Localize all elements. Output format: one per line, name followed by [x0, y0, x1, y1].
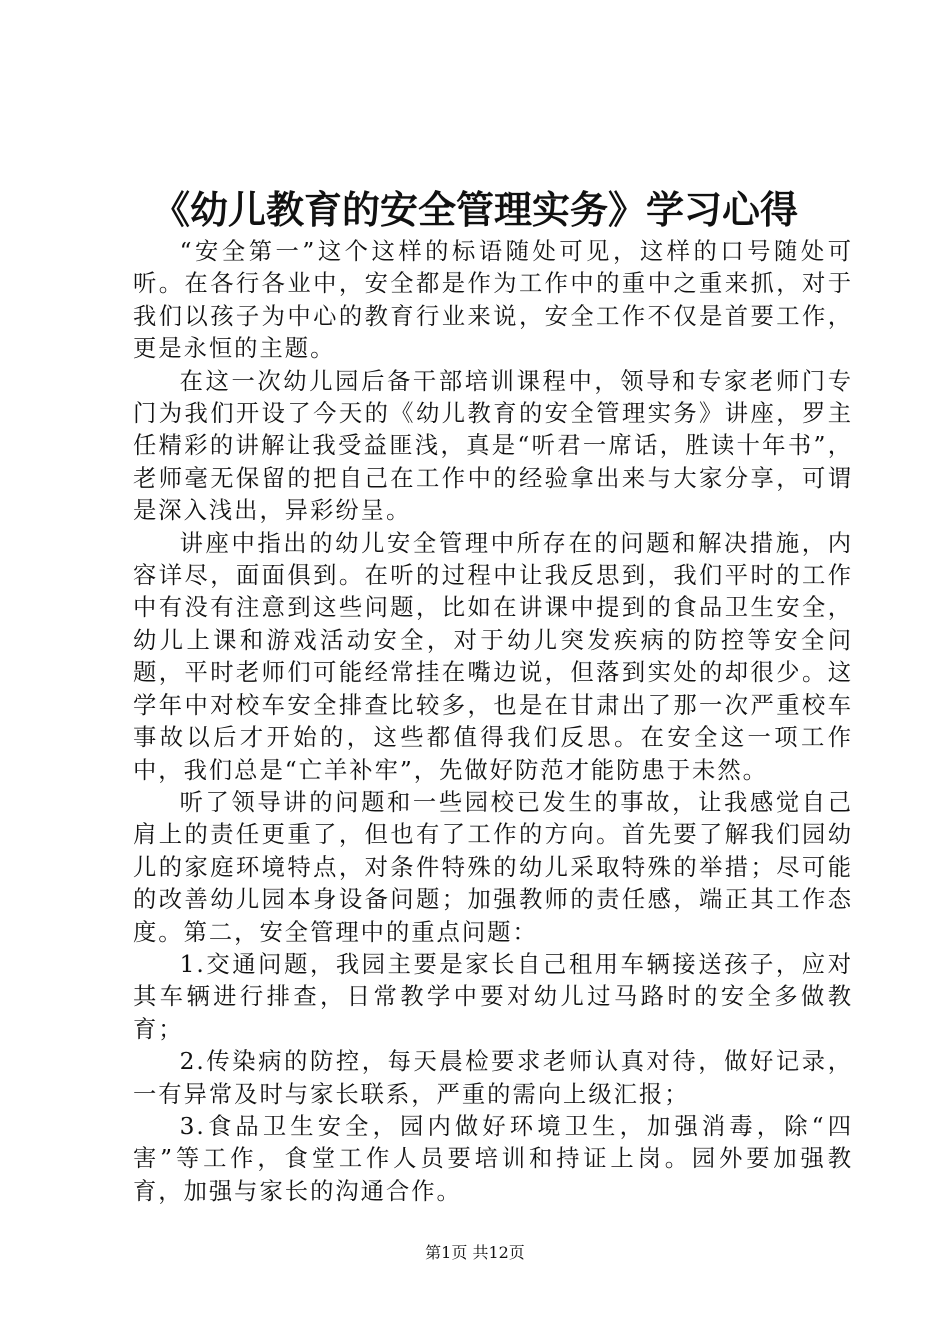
paragraph-training: 在这一次幼儿园后备干部培训课程中，领导和专家老师门专门为我们开设了今天的《幼儿教育的安全管理实务》讲座，罗主任精彩的讲解让我受益匪浅，真是“听君一席话，胜读十年书”，老师毫无保留的把自己在工作中的经验拿出来与大家分享，可谓是深入浅出，异彩纷呈。 [133, 367, 853, 525]
paragraph-responsibility: 听了领导讲的问题和一些园校已发生的事故，让我感觉自己肩上的责任更重了，但也有了工作的方向。首先要了解我们园幼儿的家庭环境特点，对条件特殊的幼儿采取特殊的举措；尽可能的改善幼儿园本身设备问题；加强教师的责任感，端正其工作态度。第二，安全管理中的重点问题： [133, 788, 853, 946]
page-footer: 第1页 共12页 [425, 1243, 525, 1262]
document-title: 《幼儿教育的安全管理实务》学习心得 [151, 187, 798, 232]
list-item-traffic: 1.交通问题，我园主要是家长自己租用车辆接送孩子，应对其车辆进行排查，日常教学中要对幼儿过马路时的安全多做教育； [133, 950, 853, 1043]
paragraph-intro: “安全第一”这个这样的标语随处可见，这样的口号随处可听。在各行各业中，安全都是作为工作中的重中之重来抓，对于我们以孩子为中心的教育行业来说，安全工作不仅是首要工作，更是永恒的主题。 [133, 238, 853, 363]
list-item-food-safety: 3.食品卫生安全，园内做好环境卫生，加强消毒，除“四害”等工作，食堂工作人员要培训和持证上岗。园外要加强教育，加强与家长的沟通合作。 [133, 1112, 853, 1205]
paragraph-reflection: 讲座中指出的幼儿安全管理中所存在的问题和解决措施，内容详尽，面面俱到。在听的过程中让我反思到，我们平时的工作中有没有注意到这些问题，比如在讲课中提到的食品卫生安全，幼儿上课和游戏活动安全，对于幼儿突发疾病的防控等安全问题，平时老师们可能经常挂在嘴边说，但落到实处的却很少。这学年中对校车安全排查比较多，也是在甘肃出了那一次严重校车事故以后才开始的，这些都值得我们反思。在安全这一项工作中，我们总是“亡羊补牢”，先做好防范才能防患于未然。 [133, 529, 853, 784]
list-item-disease: 2.传染病的防控，每天晨检要求老师认真对待，做好记录，一有异常及时与家长联系，严重的需向上级汇报； [133, 1048, 853, 1108]
document-body [133, 236, 853, 1208]
